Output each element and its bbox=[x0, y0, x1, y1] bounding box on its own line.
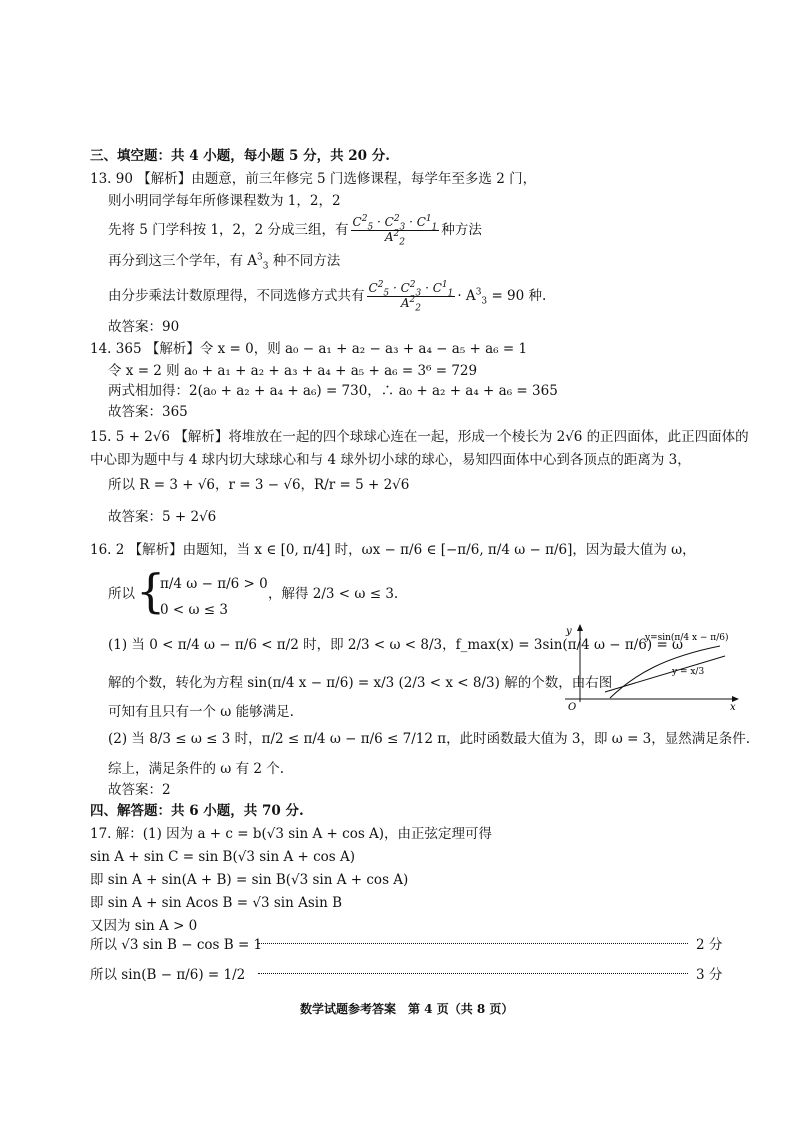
graph-curve-1-label: y=sin(π/4 x − π/6) bbox=[645, 633, 729, 643]
q16-case-1: (1) 当 0 < π/4 ω − π/6 < π/2 时，即 2/3 < ω < 8/3，f_max(x) = 3sin(π/4 ω − π/6) = ω bbox=[108, 637, 684, 653]
q17-line-4: 即 sin A + sin Acos B = √3 sin Asin B bbox=[90, 895, 342, 911]
q16-system-suffix: ，解得 2/3 < ω ≤ 3. bbox=[268, 586, 399, 602]
section-3-heading: 三、填空题：共 4 小题，每小题 5 分，共 20 分. bbox=[90, 148, 390, 164]
q16-case-1-line-2: 解的个数，转化为方程 sin(π/4 x − π/6) = x/3 (2/3 < x < 8/3) 解的个数，由右图 bbox=[108, 675, 613, 691]
q16-summary: 综上，满足条件的 ω 有 2 个. bbox=[108, 761, 285, 777]
q13-line-3-text: 先将 5 门学科按 1，2，2 分成三组，有 bbox=[108, 221, 349, 238]
q13-line-5-mid: · A bbox=[457, 287, 476, 304]
q16-case-2: (2) 当 8/3 ≤ ω ≤ 3 时，π/2 ≤ π/4 ω − π/6 ≤ 7/12 π，此时函数最大值为 3，即 ω = 3，显然满足条件. bbox=[108, 731, 751, 747]
q13-fraction-2: $\frac{C^2_5 \cdot C^2_3 \cdot C^1_1}{A^2_2}$ bbox=[368, 280, 454, 314]
q17-line-7: 所以 sin(B − π/6) = 1/2 bbox=[90, 967, 246, 983]
q13-line-4-tail: 种不同方法 bbox=[272, 253, 341, 269]
q16-system-prefix: 所以 bbox=[108, 586, 135, 602]
q14-line-3: 两式相加得：2(a₀ + a₂ + a₄ + a₆) = 730，∴ a₀ + a₂ + a₄ + a₆ = 365 bbox=[108, 383, 558, 399]
q13-line-2: 则小明同学每年所修课程数为 1，2，2 bbox=[108, 193, 341, 209]
q17-line-5: 又因为 sin A > 0 bbox=[90, 918, 198, 934]
q16-system-line-2: 0 < ω ≤ 3 bbox=[160, 602, 228, 618]
q17-line-6: 所以 √3 sin B − cos B = 1 bbox=[90, 937, 263, 953]
q14-answer: 故答案：365 bbox=[108, 404, 188, 420]
q16-answer: 故答案：2 bbox=[108, 782, 171, 798]
q17-leader-dots-1 bbox=[258, 943, 688, 944]
q17-line-2: sin A + sin C = sin B(√3 sin A + cos A) bbox=[90, 849, 356, 865]
q17-score-2: 3 分 bbox=[696, 967, 723, 983]
graph-x-label: x bbox=[730, 702, 736, 712]
q13-line-5-tail: = 90 种. bbox=[491, 287, 547, 304]
q17-score-1: 2 分 bbox=[696, 937, 723, 953]
q15-line-2: 中心即为题中与 4 球内切大球球心和与 4 球外切小球的球心，易知四面体中心到各顶点的距离为 3， bbox=[90, 452, 691, 468]
graph-origin-label: O bbox=[568, 702, 577, 712]
q15-answer: 故答案：5 + 2√6 bbox=[108, 509, 217, 525]
q16-case-1-line-3: 可知有且只有一个 ω 能够满足. bbox=[108, 704, 294, 720]
q14-line-2: 令 x = 2 则 a₀ + a₁ + a₂ + a₃ + a₄ + a₅ + a₆ = 3⁶ = 729 bbox=[108, 363, 478, 379]
q13-line-4: 再分到这三个学年，有 $A^3_3$ 种不同方法 bbox=[108, 252, 341, 272]
q14-line-1: 14. 365 【解析】令 x = 0，则 a₀ − a₁ + a₂ − a₃ + a₄ − a₅ + a₆ = 1 bbox=[90, 341, 528, 357]
q17-line-1: 17. 解：(1) 因为 a + c = b(√3 sin A + cos A)，由正弦定理可得 bbox=[90, 826, 493, 842]
q13-answer: 故答案：90 bbox=[108, 319, 180, 335]
graph-y-label: y bbox=[566, 626, 572, 637]
graph-curve-2-label: y = x/3 bbox=[672, 667, 705, 677]
q16-system-brace: { bbox=[136, 564, 166, 618]
q13-line-4-text: 再分到这三个学年，有 A bbox=[108, 253, 258, 269]
q15-line-3: 所以 R = 3 + √6，r = 3 − √6，R/r = 5 + 2√6 bbox=[108, 477, 410, 493]
section-4-heading: 四、解答题：共 6 小题，共 70 分. bbox=[90, 803, 304, 819]
graph-y-arrow bbox=[577, 624, 583, 631]
q13-line-3 bbox=[108, 214, 482, 248]
q16-graph bbox=[560, 622, 740, 712]
q17-line-3: 即 sin A + sin(A + B) = sin B(√3 sin A + cos A) bbox=[90, 872, 409, 888]
q17-leader-dots-2 bbox=[258, 973, 688, 974]
q15-line-1: 15. 5 + 2√6 【解析】将堆放在一起的四个球球心连在一起，形成一个棱长为 2√6 的正四面体，此正四面体的 bbox=[90, 429, 749, 445]
q13-fraction-1: $\frac{C^2_5 \cdot C^2_3 \cdot C^1_1}{A^2_2}$ bbox=[352, 214, 438, 248]
q13-line-5: 由分步乘法计数原理得，不同选修方式共有 $\frac{C^2_5 \cdot C^2_3 \cdot C^1_1}{A^2_2}$ · $A^3_3 = 90$ 种. bbox=[108, 280, 547, 314]
q13-line-3-tail: 种方法 bbox=[441, 221, 482, 238]
q16-line-1: 16. 2 【解析】由题知，当 x ∈ [0, π/4] 时，ωx − π/6 ∈ [−π/6, π/4 ω − π/6]，因为最大值为 ω， bbox=[90, 542, 696, 558]
q13-line-5-text: 由分步乘法计数原理得，不同选修方式共有 bbox=[108, 287, 365, 304]
graph-line-curve bbox=[605, 656, 725, 692]
page-footer: 数学试题参考答案 第 4 页（共 8 页） bbox=[300, 1002, 514, 1016]
q16-system-line-1: π/4 ω − π/6 > 0 bbox=[160, 576, 268, 592]
q13-line-1: 13. 90 【解析】由题意，前三年修完 5 门选修课程，每学年至多选 2 门， bbox=[90, 171, 537, 187]
